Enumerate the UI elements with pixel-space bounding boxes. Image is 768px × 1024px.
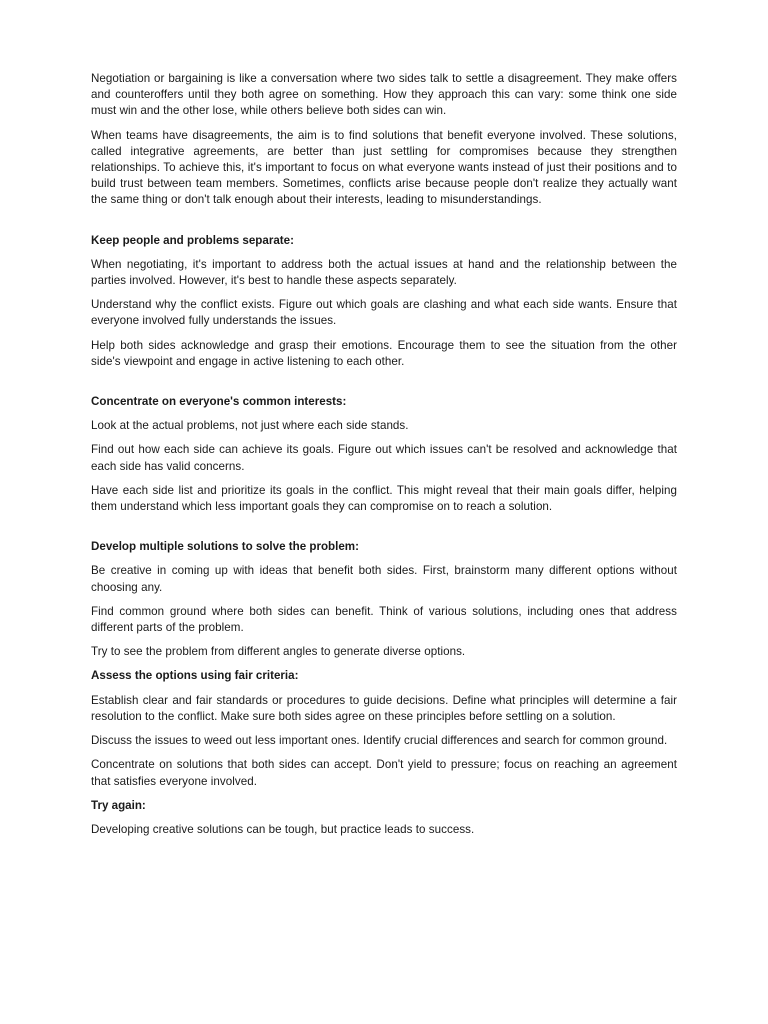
section-spacer — [91, 523, 677, 539]
document-page — [91, 71, 677, 846]
section-heading: Try again: — [91, 798, 146, 812]
section-paragraph: Be creative in coming up with ideas that benefit both sides. First, brainstorm many different options without choosing any. — [91, 564, 677, 594]
section-try-again — [91, 798, 677, 838]
section-common-interests — [91, 394, 677, 515]
section-heading: Develop multiple solutions to solve the problem: — [91, 540, 359, 554]
section-multiple-solutions — [91, 539, 677, 660]
section-heading: Keep people and problems separate: — [91, 233, 294, 247]
section-paragraph: Discuss the issues to weed out less important ones. Identify crucial differences and search for common ground. — [91, 734, 668, 748]
intro-paragraph-2: When teams have disagreements, the aim is to find solutions that benefit everyone involved. These solutions, called integrative agreements, are better than just settling for compromises because they strengthen relationships. To achieve this, it's important to focus on what everyone wants instead of just their positions and to build trust between team members. Sometimes, conflicts arise because people don't realize they actually want the same thing or don't talk enough about their interests, leading to misunderstandings. — [91, 128, 677, 207]
section-paragraph: When negotiating, it's important to address both the actual issues at hand and the relationship between the parties involved. However, it's best to handle these aspects separately. — [91, 257, 677, 288]
section-spacer — [91, 217, 677, 233]
section-paragraph: Establish clear and fair standards or procedures to guide decisions. Define what principles will determine a fair resolution to the conflict. Make sure both sides agree on these principles before settling on a solution. — [91, 693, 677, 723]
section-paragraph: Help both sides acknowledge and grasp their emotions. Encourage them to see the situation from the other side's viewpoint and engage in active listening to each other. — [91, 338, 677, 368]
section-heading: Assess the options using fair criteria: — [91, 669, 299, 683]
intro-paragraph-1: Negotiation or bargaining is like a conversation where two sides talk to settle a disagreement. They make offers and counteroffers until they both agree on something. How they approach this can vary: some think one side must win and the other lose, while others believe both sides can win. — [91, 72, 677, 118]
section-paragraph: Look at the actual problems, not just where each side stands. — [91, 419, 409, 433]
section-paragraph: Find common ground where both sides can benefit. Think of various solutions, including ones that address different parts of the problem. — [91, 604, 677, 635]
section-paragraph: Concentrate on solutions that both sides can accept. Don't yield to pressure; focus on reaching an agreement that satisfies everyone involved. — [91, 758, 677, 788]
section-fair-criteria — [91, 668, 677, 789]
section-paragraph: Developing creative solutions can be tough, but practice leads to success. — [91, 822, 475, 836]
section-heading: Concentrate on everyone's common interests: — [91, 395, 347, 409]
section-paragraph: Find out how each side can achieve its goals. Figure out which issues can't be resolved and acknowledge that each side has valid concerns. — [91, 443, 677, 473]
section-paragraph: Try to see the problem from different angles to generate diverse options. — [91, 645, 466, 659]
section-paragraph: Understand why the conflict exists. Figure out which goals are clashing and what each side wants. Ensure that everyone involved fully understands the issues. — [91, 298, 677, 328]
section-separate-people-problems — [91, 233, 677, 370]
section-spacer — [91, 378, 677, 394]
section-paragraph: Have each side list and prioritize its goals in the conflict. This might reveal that their main goals differ, helping them understand which less important goals they can compromise on to reach a solution. — [91, 483, 677, 514]
